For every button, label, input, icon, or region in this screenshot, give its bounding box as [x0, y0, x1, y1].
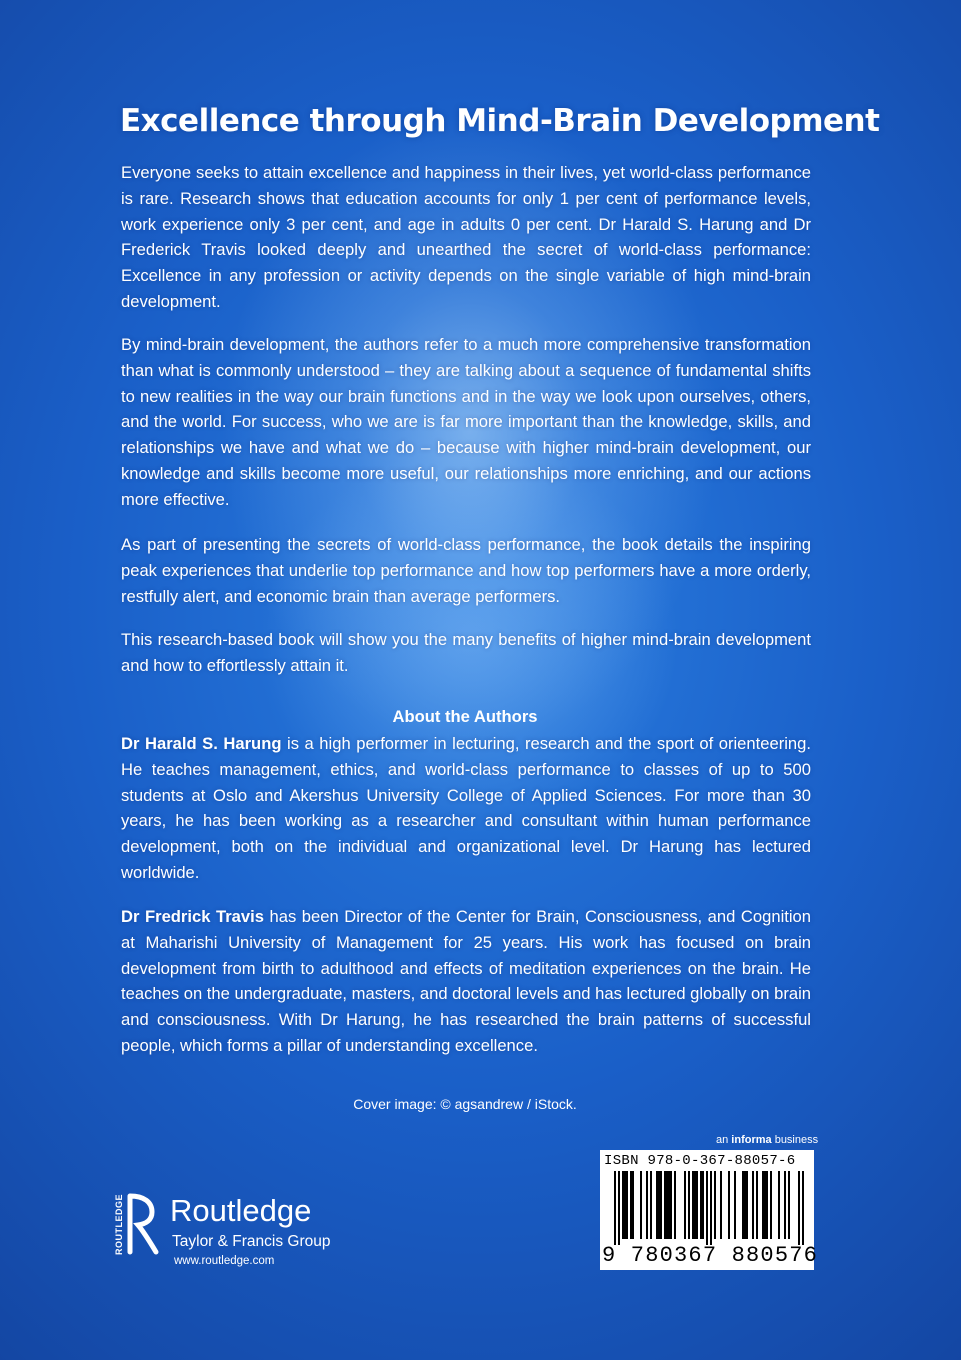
description-paragraph-4: This research-based book will show you the many benefits of higher mind-brain development and how to effortlessly attain it.: [121, 630, 811, 675]
barcode-bar: [660, 1171, 662, 1239]
barcode-bar: [666, 1171, 668, 1239]
barcode-bar: [694, 1171, 696, 1239]
barcode-bar: [674, 1171, 676, 1239]
author-bio-text-travis: has been Director of the Center for Brain, Consciousness, and Cognition at Maharishi University of Management for 25 years. His work has focused on brain development from birth to adulthood and effects of meditation experiences on the brain. He teaches on the undergraduate, masters, and doctoral levels and has lectured globally on brain and consciousness. With Dr Harung, he has researched the brain patterns of successful people, which forms a pillar of understanding excellence.: [121, 907, 812, 1055]
ean-digits: 9 780367 880576: [602, 1243, 819, 1268]
barcode-bar: [710, 1171, 712, 1245]
cover-image-credit: Cover image: © agsandrew / iStock.: [353, 1096, 577, 1112]
description-paragraph-1: Everyone seeks to attain excellence and happiness in their lives, yet world-class performance is rare. Research shows that education accounts for only 1 per cent of performance levels, work experience only 3 per cent, and age in adults 0 per cent. Dr Harald S. Harung and Dr Frederick Travis looked deeply and unearthed the secret of world-class performance: Excellence in any profession or activity depends on the single variable of high mind-brain development.: [121, 163, 811, 311]
description-paragraph-3: As part of presenting the secrets of world-class performance, the book details the inspiring peak experiences that underlie top performance and how top performers have a more orderly, restfully alert, and economic brain than average performers.: [121, 535, 811, 606]
description-paragraph-2: By mind-brain development, the authors refer to a much more comprehensive transformation than what is commonly understood – they are talking about a sequence of fundamental shifts to new realities in the way our brain functions and in the way we look upon ourselves, others, and the world. For success, who we are is far more important than the knowledge, skills, and relationships we have and what we do – because with higher mind-brain development, our knowledge and skills become more useful, our relationships more enriching, and our actions more effective.: [121, 335, 811, 509]
barcode-bar: [630, 1171, 632, 1239]
barcode-bar: [742, 1171, 744, 1239]
barcode-bar: [766, 1171, 768, 1239]
barcode-bar: [734, 1171, 736, 1239]
barcode-bar: [702, 1171, 704, 1239]
barcode-bar: [696, 1171, 698, 1239]
barcode-bar: [632, 1171, 634, 1239]
informa-prefix: an: [716, 1134, 732, 1146]
barcode-bar: [770, 1171, 772, 1239]
barcode-bar: [752, 1171, 754, 1239]
routledge-logo-icon: [114, 1192, 160, 1256]
barcode-bar: [656, 1171, 658, 1239]
barcode-bar: [646, 1171, 648, 1239]
barcode-bar: [640, 1171, 642, 1239]
isbn-label: ISBN 978-0-367-88057-6: [604, 1153, 796, 1169]
barcode-bar: [764, 1171, 766, 1239]
barcode-bar: [762, 1171, 764, 1239]
barcode-bar: [720, 1171, 722, 1239]
informa-brand: informa: [731, 1134, 772, 1146]
barcode-bar: [714, 1171, 716, 1239]
author-bio-text-harung: is a high performer in lecturing, research and the sport of orienteering. He teaches management, ethics, and world-class performance to classes of up to 500 students at Oslo and Akershus University College of Applied Sciences. For more than 30 years, he has been working as a researcher and consultant within human performance development, both on the individual and organizational level. Dr Harung has lectured worldwide.: [121, 734, 811, 882]
barcode-bar: [650, 1171, 652, 1239]
book-title: Excellence through Mind-Brain Development: [120, 103, 880, 139]
publisher-url: www.routledge.com: [174, 1255, 275, 1267]
barcode-bar: [670, 1171, 672, 1239]
barcode-bar: [688, 1171, 690, 1239]
publisher-group: Taylor & Francis Group: [172, 1233, 331, 1250]
barcode-bar: [664, 1171, 666, 1239]
barcode-bar: [700, 1171, 702, 1239]
barcode-bar: [744, 1171, 746, 1239]
barcode-bar: [746, 1171, 748, 1239]
isbn-barcode: [600, 1150, 819, 1270]
barcode-bar: [624, 1171, 626, 1239]
about-authors-heading: About the Authors: [392, 707, 538, 726]
barcode-bar: [802, 1171, 804, 1245]
barcode-bar: [798, 1171, 800, 1245]
barcode-bar: [728, 1171, 730, 1239]
barcode-bar: [658, 1171, 660, 1239]
barcode-bar: [626, 1171, 628, 1239]
barcode-bar: [706, 1171, 708, 1245]
author-bio-harung: [121, 731, 811, 886]
barcode-bar: [784, 1171, 786, 1239]
barcode-bar: [614, 1171, 616, 1245]
publisher-vertical-mark: ROUTLEDGE: [114, 1193, 124, 1255]
barcode-bar: [622, 1171, 624, 1239]
barcode-bar: [684, 1171, 686, 1239]
barcode-bar: [692, 1171, 694, 1239]
barcode-bar: [618, 1171, 620, 1245]
informa-business-label: [716, 1134, 818, 1146]
author-name-travis: Dr Fredrick Travis: [121, 907, 264, 926]
publisher-block: [114, 1192, 374, 1272]
barcode-bar: [756, 1171, 758, 1239]
author-bio-travis: [121, 904, 811, 1059]
barcode-bar: [788, 1171, 790, 1239]
informa-suffix: business: [771, 1134, 819, 1146]
author-name-harung: Dr Harald S. Harung: [121, 734, 282, 753]
barcode-bar: [668, 1171, 670, 1239]
barcode-bar: [778, 1171, 780, 1239]
publisher-name: Routledge: [170, 1193, 312, 1228]
